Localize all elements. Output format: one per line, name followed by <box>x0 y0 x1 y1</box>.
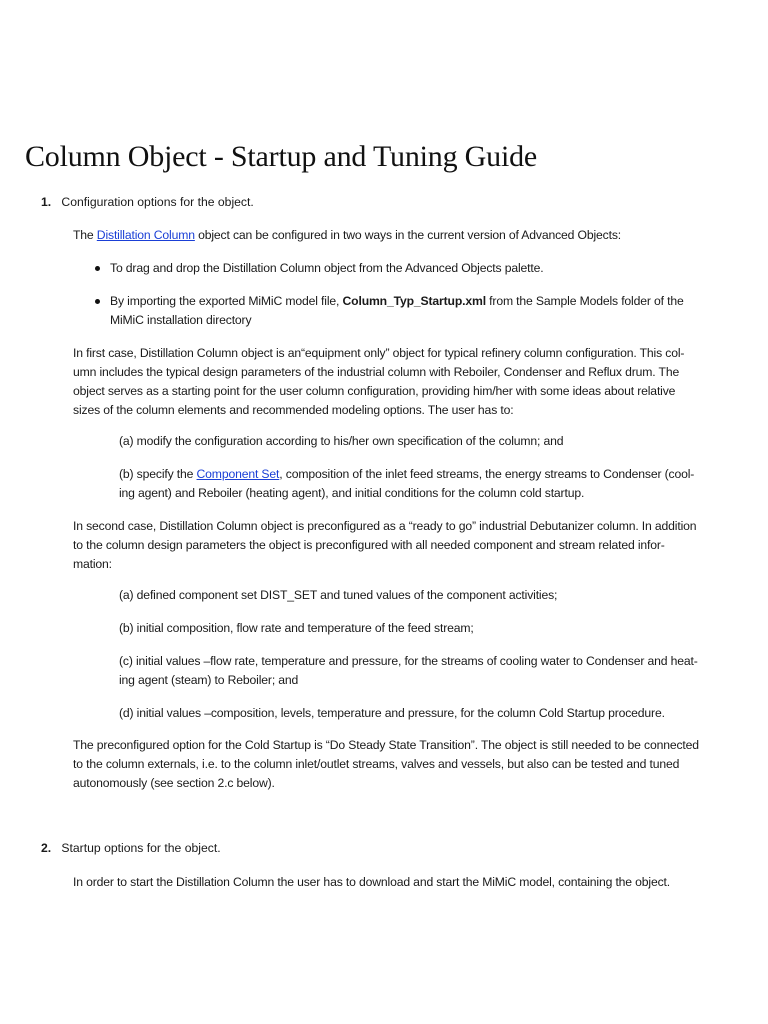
startup-paragraph <box>73 873 741 892</box>
first-item-b <box>119 465 694 503</box>
bullet-text-before: By importing the exported MiMiC model file, <box>110 294 343 308</box>
section-title: Startup options for the object. <box>61 841 221 855</box>
item-text-line2: ing agent) and Reboiler (heating agent), and initial conditions for the column cold startup. <box>119 486 585 500</box>
section-number: 1. <box>41 195 52 209</box>
paragraph-line: mation: <box>73 557 112 571</box>
paragraph-line: object serves as a starting point for the user column configuration, providing him/her with some ideas about relative <box>73 384 676 398</box>
second-item-d <box>119 704 665 723</box>
item-text: (a) modify the configuration according to his/her own specification of the column; and <box>119 434 564 448</box>
second-item-c <box>119 652 698 690</box>
paragraph-line: to the column design parameters the object is preconfigured with all needed component and stream related infor- <box>73 538 665 552</box>
bullet-dot <box>95 299 100 304</box>
paragraph-line: In order to start the Distillation Column the user has to download and start the MiMiC model, containing the object. <box>73 875 671 889</box>
item-text: (d) initial values –composition, levels, temperature and pressure, for the column Cold Startup procedure. <box>119 706 665 720</box>
intro-text-after: object can be configured in two ways in the current version of Advanced Objects: <box>194 228 622 242</box>
item-text: (c) initial values –flow rate, temperature and pressure, for the streams of cooling water to Condenser and heat- <box>119 654 698 668</box>
model-filename: Column_Typ_Startup.xml <box>342 294 486 308</box>
preconfigured-paragraph <box>73 736 741 793</box>
second-item-b <box>119 619 474 638</box>
item-text: (b) initial composition, flow rate and temperature of the feed stream; <box>119 621 474 635</box>
paragraph-line: autonomously (see section 2.c below). <box>73 776 275 790</box>
section-number: 2. <box>41 841 52 855</box>
intro-text-before: The <box>73 228 97 242</box>
intro-paragraph <box>73 226 741 245</box>
paragraph-line: In second case, Distillation Column object is preconfigured as a “ready to go” industrial Debutanizer column. In addition <box>73 519 697 533</box>
bullet-text: To drag and drop the Distillation Column object from the Advanced Objects palette. <box>110 261 544 275</box>
item-text-before: (b) specify the <box>119 467 197 481</box>
bullet-dot <box>95 266 100 271</box>
second-item-a <box>119 586 557 605</box>
item-text-after: , composition of the inlet feed streams, the energy streams to Condenser (cool- <box>279 467 695 481</box>
bullet-text-line2: MiMiC installation directory <box>110 313 252 327</box>
first-item-a <box>119 432 563 451</box>
paragraph-line: to the column externals, i.e. to the column inlet/outlet streams, valves and vessels, but also can be tested and tuned <box>73 757 680 771</box>
section-title: Configuration options for the object. <box>61 195 254 209</box>
distillation-column-link[interactable]: Distillation Column <box>96 228 195 242</box>
paragraph-line: umn includes the typical design parameters of the industrial column with Reboiler, Condenser and Reflux drum. The <box>73 365 680 379</box>
component-set-link[interactable]: Component Set <box>196 467 280 481</box>
section-2-heading <box>41 839 221 858</box>
paragraph-line: In first case, Distillation Column object is an“equipment only” object for typical refinery column configuration. This col- <box>73 346 685 360</box>
paragraph-line: sizes of the column elements and recommended modeling options. The user has to: <box>73 403 514 417</box>
bullet-text-after: from the Sample Models folder of the <box>485 294 684 308</box>
paragraph-line: The preconfigured option for the Cold Startup is “Do Steady State Transition”. The object is still needed to be connected <box>73 738 699 752</box>
section-1-heading <box>41 193 254 212</box>
first-case-paragraph <box>73 344 741 420</box>
page-title: Column Object - Startup and Tuning Guide <box>25 140 537 173</box>
item-text: (a) defined component set DIST_SET and tuned values of the component activities; <box>119 588 558 602</box>
item-text-line2: ing agent (steam) to Reboiler; and <box>119 673 299 687</box>
second-case-paragraph <box>73 517 741 574</box>
